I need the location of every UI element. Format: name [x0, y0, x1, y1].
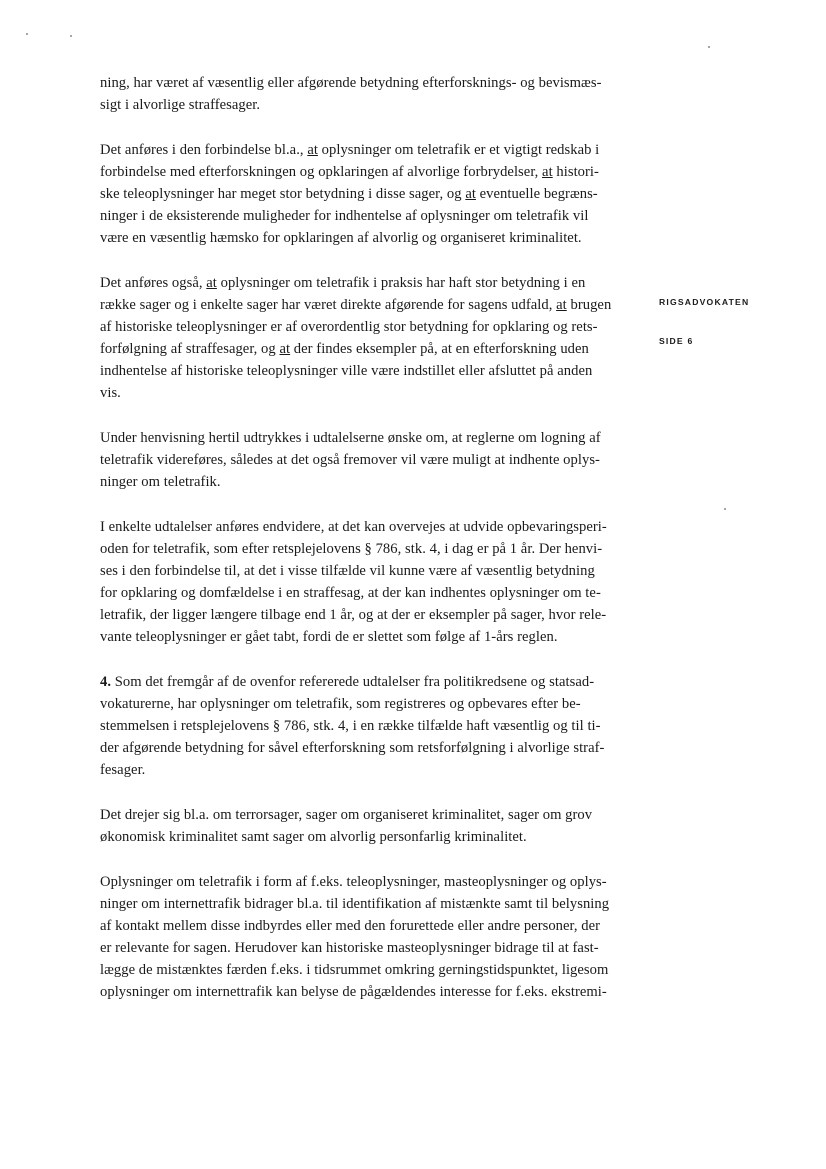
text-line: teletrafik videreføres, således at det også fremover vil være muligt at indhente oplys- [100, 452, 600, 468]
text-line: indhentelse af historiske teleoplysninger ville være indstillet eller afsluttet på anden [100, 363, 593, 379]
text-line: fesager. [100, 762, 146, 778]
paragraph [100, 516, 642, 648]
text-line: stemmelsen i retsplejelovens § 786, stk. 4, i en række tilfælde haft væsentlig og til ti- [100, 718, 601, 734]
paragraph [100, 671, 642, 781]
text-line: letrafik, der ligger længere tilbage end 1 år, og at der er eksempler på sager, hvor rele- [100, 607, 607, 623]
text-line: for opklaring og domfældelse i en straffesag, at der kan indhentes oplysninger om te- [100, 585, 601, 601]
text-line: vokaturerne, har oplysninger om teletrafik, som registreres og opbevares efter be- [100, 696, 581, 712]
paragraph [100, 871, 642, 1003]
paragraph [100, 804, 642, 848]
text-line: er relevante for sagen. Herudover kan historiske masteoplysninger bidrage til at fast- [100, 940, 599, 956]
paragraph [100, 72, 642, 116]
paragraph [100, 272, 642, 404]
text-line [100, 671, 642, 693]
text-line: Det drejer sig bl.a. om terrorsager, sager om organiseret kriminalitet, sager om grov [100, 807, 593, 823]
paragraph [100, 139, 642, 249]
text-line: ninger om teletrafik. [100, 474, 221, 490]
text-line: Det anføres i den forbindelse bl.a., at oplysninger om teletrafik er et vigtigt redskab i [100, 142, 600, 158]
sidebar-organization: RIGSADVOKATEN [659, 297, 750, 307]
underlined-word: at [279, 341, 291, 357]
text-line: ninger i de eksisterende muligheder for indhentelse af oplysninger om teletrafik vil [100, 208, 589, 224]
text-line: Det anføres også, at oplysninger om teletrafik i praksis har haft stor betydning i en [100, 275, 586, 291]
text-line: ninger om internettrafik bidrager bl.a. til identifikation af mistænkte samt til belysning [100, 896, 610, 912]
text-line: sigt i alvorlige straffesager. [100, 97, 261, 113]
text-line: I enkelte udtalelser anføres endvidere, at det kan overvejes at udvide opbevaringsperi- [100, 519, 607, 535]
text-line: række sager og i enkelte sager har været direkte afgørende for sagens udfald, at brugen [100, 297, 612, 313]
sidebar-page-number: SIDE 6 [659, 336, 694, 346]
text-line-rest: Som det fremgår af de ovenfor refererede udtalelser fra politikredsene og statsad- [111, 674, 595, 690]
underlined-word: at [465, 186, 476, 202]
scan-speck [70, 35, 72, 37]
text-line: være en væsentlig hæmsko for opklaringen af alvorlig og organiseret kriminalitet. [100, 230, 582, 246]
scan-speck [708, 46, 710, 48]
text-line: ning, har været af væsentlig eller afgørende betydning efterforsknings- og bevismæs- [100, 75, 602, 91]
text-line: lægge de mistænktes færden f.eks. i tidsrummet omkring gerningstidspunktet, ligesom [100, 962, 609, 978]
text-line: oden for teletrafik, som efter retsplejelovens § 786, stk. 4, i dag er på 1 år. Der henvi- [100, 541, 603, 557]
section-number: 4. [100, 674, 112, 690]
underlined-word: at [307, 142, 318, 158]
underlined-word: at [542, 164, 553, 180]
scan-speck [724, 508, 726, 510]
text-line: Under henvisning hertil udtrykkes i udtalelserne ønske om, at reglerne om logning af [100, 430, 601, 446]
text-line: forbindelse med efterforskningen og opklaringen af alvorlige forbrydelser, at histori- [100, 164, 599, 180]
text-line: vis. [100, 385, 121, 401]
underlined-word: at [206, 275, 217, 291]
text-line: ses i den forbindelse til, at det i visse tilfælde vil kunne være af væsentlig betydning [100, 563, 595, 579]
underlined-word: at [556, 297, 567, 313]
scan-speck [26, 33, 28, 35]
text-line: af historiske teleoplysninger er af overordentlig stor betydning for opklaring og rets- [100, 319, 598, 335]
text-line: vante teleoplysninger er gået tabt, fordi de er slettet som følge af 1-års reglen. [100, 629, 558, 645]
text-line: økonomisk kriminalitet samt sager om alvorlig personfarlig kriminalitet. [100, 829, 527, 845]
text-line: ske teleoplysninger har meget stor betydning i disse sager, og at eventuelle begræns- [100, 186, 598, 202]
text-line: oplysninger om internettrafik kan belyse de pågældendes interesse for f.eks. ekstremi- [100, 984, 607, 1000]
paragraph [100, 427, 642, 493]
text-line: forfølgning af straffesager, og at der findes eksempler på, at en efterforskning uden [100, 341, 589, 357]
text-line: Oplysninger om teletrafik i form af f.eks. teleoplysninger, masteoplysninger og oplys- [100, 874, 607, 890]
text-line: der afgørende betydning for såvel efterforskning som retsforfølgning i alvorlige straf- [100, 740, 605, 756]
document-body [100, 72, 642, 1026]
text-line: af kontakt mellem disse indbyrdes eller med den forurettede eller andre personer, der [100, 918, 601, 934]
